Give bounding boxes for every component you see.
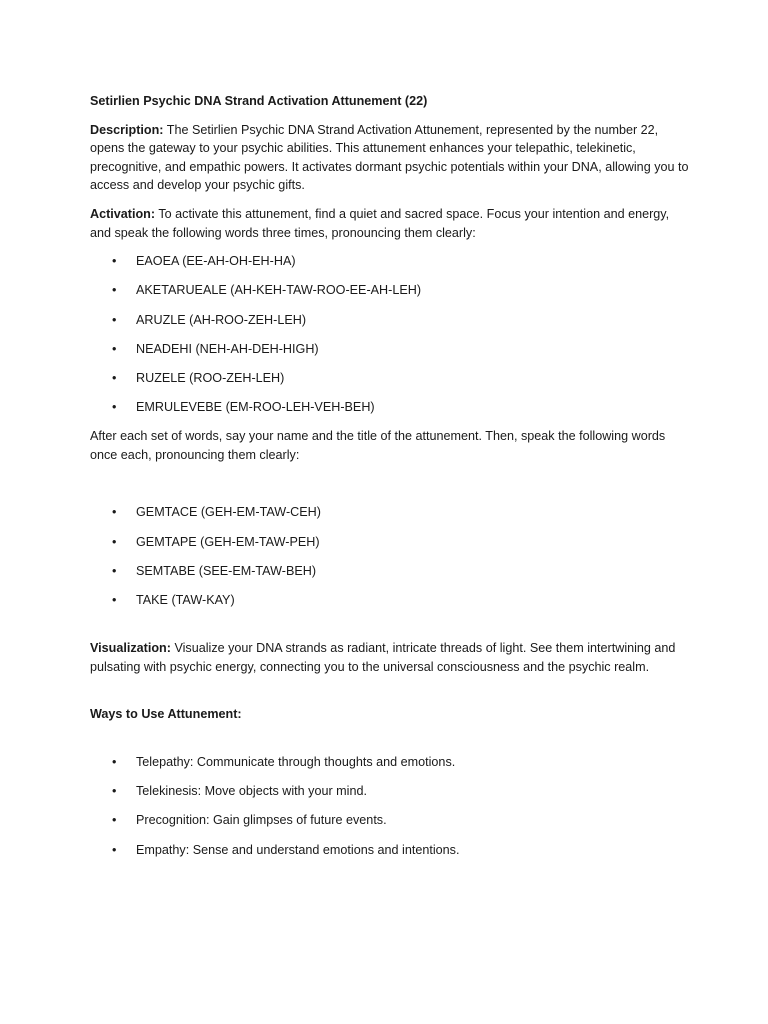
list-item-text: Precognition: Gain glimpses of future events. [136,813,387,828]
list-item-text: AKETARUEALE (AH-KEH-TAW-ROO-EE-AH-LEH) [136,283,422,298]
list-item-text: SEMTABE (SEE-EM-TAW-BEH) [136,563,317,578]
bullet-icon: • [112,813,117,828]
document-title: Setirlien Psychic DNA Strand Activation Attunement (22) [90,94,428,108]
bullet-icon: • [112,563,117,578]
spacer [90,620,690,639]
list-item [90,562,690,581]
list-item-text: GEMTACE (GEH-EM-TAW-CEH) [136,505,321,520]
visualization-label: Visualization: [90,641,171,656]
list-item [90,281,690,300]
spacer [90,474,690,503]
list-item [90,252,690,271]
bullet-icon: • [112,341,117,356]
list-item [90,503,690,522]
list-item-text: ARUZLE (AH-ROO-ZEH-LEH) [136,312,307,327]
document-page [90,92,690,870]
bullet-icon: • [112,400,117,415]
list-item-text: TAKE (TAW-KAY) [136,593,235,608]
activation-word-list [90,252,690,417]
list-item [90,398,690,417]
bullet-icon: • [112,534,117,549]
bullet-icon: • [112,755,117,769]
after-words-paragraph: After each set of words, say your name and the title of the attunement. Then, speak the following words once each, pronouncing them clearly: [90,429,666,462]
bullet-icon: • [112,283,117,298]
visualization-text: Visualize your DNA strands as radiant, intricate threads of light. See them intertwining and pulsating with psychic energy, connecting you to the universal consciousness and the psychic realm. [90,641,676,674]
spacer [90,686,690,705]
bullet-icon: • [112,312,117,327]
list-item [90,753,690,772]
list-item-text: EMRULEVEBE (EM-ROO-LEH-VEH-BEH) [136,400,375,415]
list-item-text: Telekinesis: Move objects with your mind. [136,784,367,799]
spacer [90,724,690,753]
bullet-icon: • [112,254,117,269]
list-item [90,533,690,552]
list-item-text: RUZELE (ROO-ZEH-LEH) [136,370,285,385]
list-item-text: EAOEA (EE-AH-OH-EH-HA) [136,254,296,269]
bullet-icon: • [112,505,117,520]
description-label: Description: [90,122,164,137]
bullet-icon: • [112,842,117,857]
list-item [90,591,690,610]
list-item-text: GEMTAPE (GEH-EM-TAW-PEH) [136,534,320,549]
ways-heading: Ways to Use Attunement: [90,707,242,722]
list-item [90,782,690,801]
list-item [90,811,690,830]
description-text: The Setirlien Psychic DNA Strand Activation Attunement, represented by the number 22, opens the gateway to your psychic abilities. This attunement enhances your telepathic, telekinetic, precognitive, and empathic powers. It activates dormant psychic potentials within your DNA, allowing you to access and develop your psychic gifts. [90,122,689,193]
activation-paragraph [90,205,690,242]
bullet-icon: • [112,370,117,385]
list-item [90,841,690,860]
bullet-icon: • [112,784,117,799]
list-item [90,369,690,388]
ways-list [90,753,690,859]
list-item-text: Empathy: Sense and understand emotions and intentions. [136,842,460,857]
list-item-text: NEADEHI (NEH-AH-DEH-HIGH) [136,341,319,356]
bullet-icon: • [112,593,117,608]
list-item-text: Telepathy: Communicate through thoughts and emotions. [136,755,456,769]
activation-label: Activation: [90,206,156,221]
closing-word-list [90,503,690,609]
description-paragraph [90,121,690,195]
list-item [90,340,690,359]
visualization-paragraph [90,639,690,676]
activation-text: To activate this attunement, find a quiet and sacred space. Focus your intention and energy, and speak the following words three times, pronouncing them clearly: [90,206,670,240]
list-item [90,311,690,330]
